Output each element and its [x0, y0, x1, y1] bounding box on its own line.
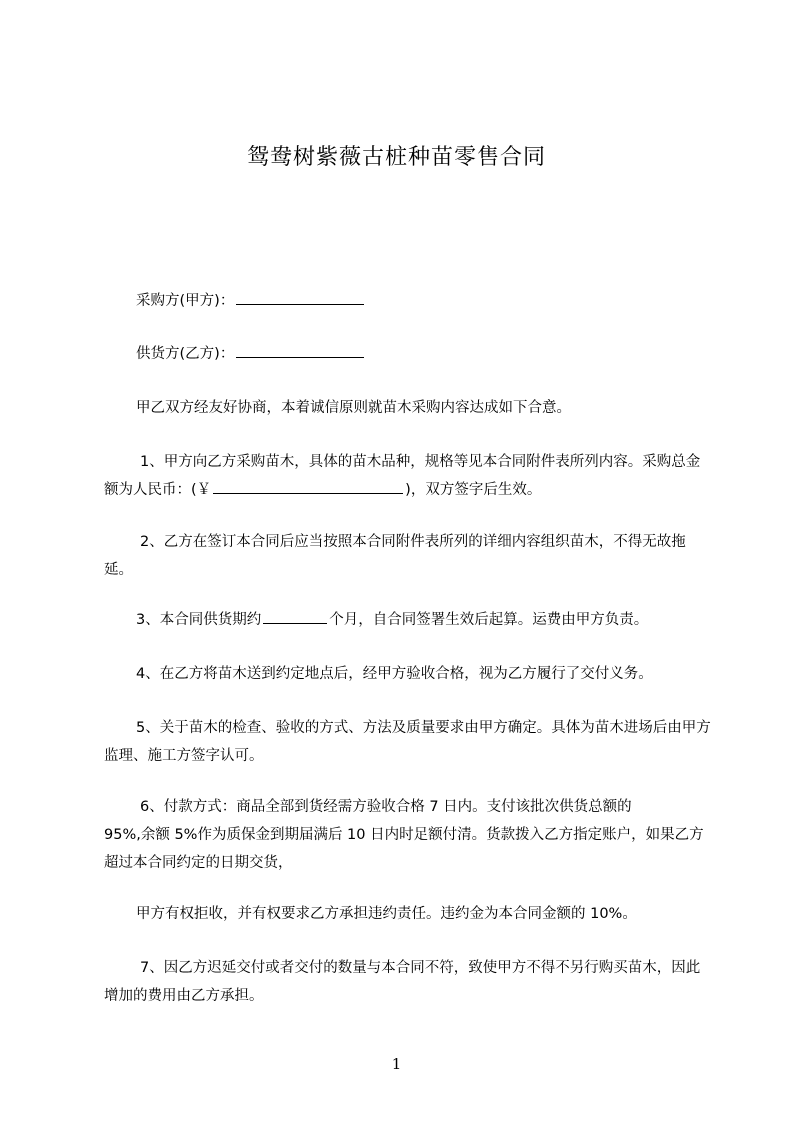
clause-3	[104, 606, 714, 634]
buyer-blank[interactable]	[236, 290, 364, 305]
period-blank[interactable]	[263, 609, 327, 624]
buyer-line	[104, 287, 714, 315]
supplier-blank[interactable]	[236, 343, 364, 358]
clause-1-text-a: 1、甲方向乙方采购苗木，具体的苗木品种，规格等见本合同附件表所列内容。采购总金额为人民币：(￥	[104, 454, 701, 498]
clause-6-line-1: 6、付款方式：商品全部到货经需方验收合格 7 日内。支付该批次供货总额的	[140, 799, 632, 815]
buyer-label: 采购方(甲方)：	[136, 293, 235, 309]
intro-paragraph: 甲乙双方经友好协商，本着诚信原则就苗木采购内容达成如下合意。	[136, 400, 571, 416]
clause-3-text-a: 3、本合同供货期约	[136, 612, 262, 628]
clause-7: 7、因乙方迟延交付或者交付的数量与本合同不符，致使甲方不得不另行购买苗木，因此增加的费用由乙方承担。	[104, 960, 701, 1004]
supplier-line	[104, 340, 714, 368]
page-title: 鸳鸯树紫薇古桩种苗零售合同	[246, 145, 546, 170]
clause-3-text-b: 个月，自合同签署生效后起算。运费由甲方负责。	[329, 612, 649, 628]
clause-6-continued: 甲方有权拒收，并有权要求乙方承担违约责任。违约金为本合同金额的 10%。	[136, 906, 637, 922]
clause-2: 2、乙方在签订本合同后应当按照本合同附件表所列的详细内容组织苗木，不得无故拖延。	[104, 534, 686, 578]
clause-1-text-b: )，双方签字后生效。	[405, 482, 542, 498]
page-number: 1	[391, 1055, 402, 1073]
clause-4: 4、在乙方将苗木送到约定地点后，经甲方验收合格，视为乙方履行了交付义务。	[136, 666, 653, 682]
amount-blank[interactable]	[213, 479, 403, 494]
supplier-label: 供货方(乙方)：	[136, 346, 235, 362]
clause-6-line-2: 95%,余额 5%作为质保金到期届满后 10 日内时足额付清。货款拨入乙方指定账户，如果乙方超过本合同约定的日期交货，	[104, 827, 704, 871]
clause-5: 5、关于苗木的检查、验收的方式、方法及质量要求由甲方确定。具体为苗木进场后由甲方监理、施工方签字认可。	[104, 720, 711, 764]
clause-1	[104, 448, 714, 504]
